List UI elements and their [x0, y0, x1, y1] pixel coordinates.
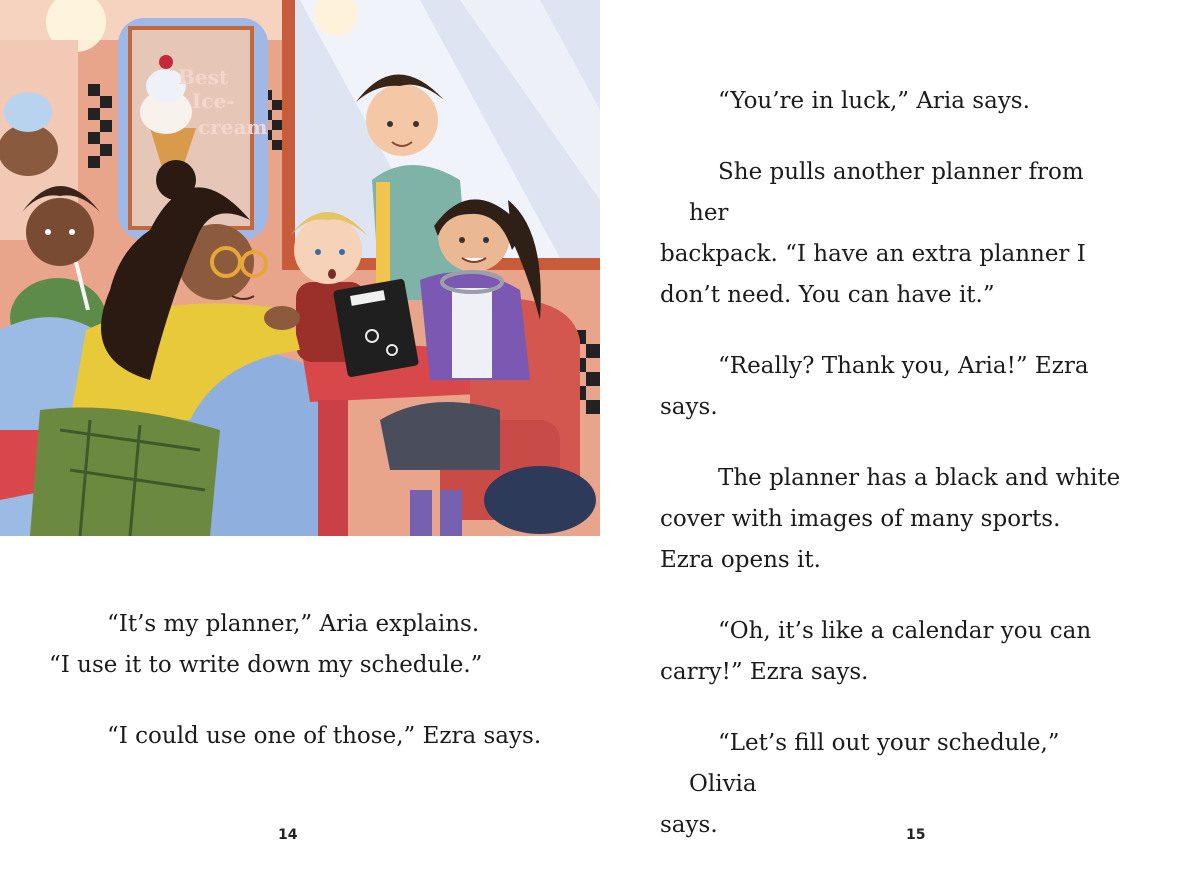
text-line: Ezra opens it. — [660, 547, 821, 573]
text-line: backpack. “I have an extra planner I — [660, 241, 1086, 267]
text-line: “Oh, it’s like a calendar you can — [718, 618, 1092, 644]
text-line: “You’re in luck,” Aria says. — [718, 88, 1030, 114]
paragraph — [660, 346, 1129, 428]
left-page-text — [49, 604, 558, 787]
paragraph — [78, 716, 558, 757]
text-line: says. — [660, 394, 718, 420]
text-line: She pulls another planner from her — [689, 159, 1084, 226]
paragraph — [49, 604, 558, 686]
sign-word-1: Best — [178, 65, 229, 89]
right-page-text — [660, 81, 1129, 876]
paragraph — [660, 152, 1129, 316]
page-number-left: 14 — [278, 827, 298, 843]
page-number-right: 15 — [906, 827, 926, 843]
text-line: “Really? Thank you, Aria!” Ezra — [718, 353, 1089, 379]
sign-word-3: cream — [198, 115, 268, 139]
paragraph — [660, 458, 1129, 581]
text-line: “It’s my planner,” Aria explains. — [107, 611, 480, 637]
illustration-ice-cream-parlor — [0, 0, 600, 536]
text-line: don’t need. You can have it.” — [660, 282, 995, 308]
text-line: carry!” Ezra says. — [660, 659, 869, 685]
paragraph — [660, 611, 1129, 693]
paragraph — [689, 81, 1129, 122]
text-line: “I use it to write down my schedule.” — [49, 652, 483, 678]
text-line: “I could use one of those,” Ezra says. — [107, 723, 542, 749]
text-line: “Let’s fill out your schedule,” Olivia — [689, 730, 1060, 797]
text-line: says. — [660, 812, 718, 838]
text-line: cover with images of many sports. — [660, 506, 1061, 532]
text-line: The planner has a black and white — [718, 465, 1121, 491]
sign-word-2: Ice- — [192, 89, 235, 113]
